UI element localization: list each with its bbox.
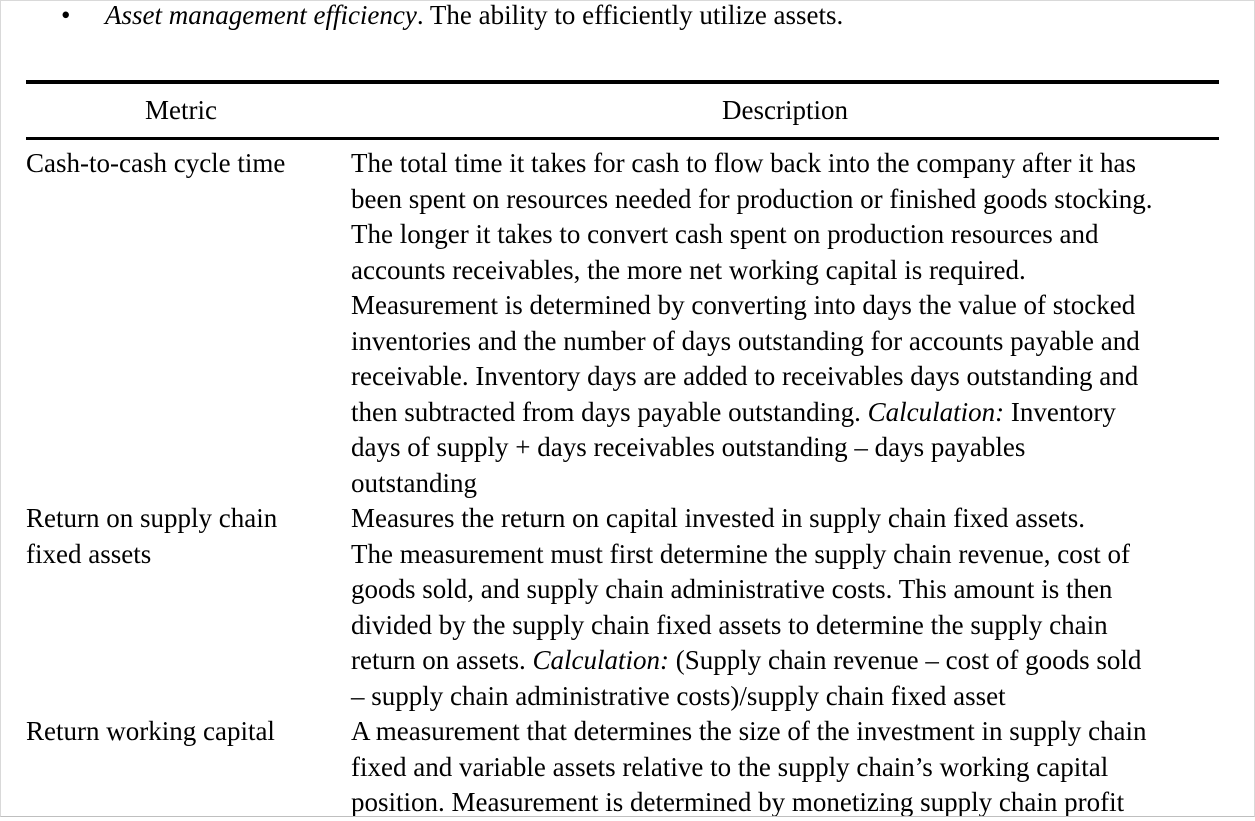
- row-metric: Cash-to-cash cycle time: [26, 148, 286, 178]
- metrics-table: [26, 80, 1219, 817]
- table-body: [26, 140, 1219, 817]
- table-header-row: [26, 84, 1219, 137]
- bullet-text: . The ability to efficiently utilize assets.: [416, 0, 844, 30]
- bullet-term: Asset management efficiency: [105, 0, 417, 30]
- bullet-paragraph: [61, 0, 843, 33]
- table-row: [26, 501, 1219, 714]
- calculation-text: Inventory days of supply + days receivables outstanding – days payables outstanding: [351, 396, 1116, 498]
- row-description: [351, 146, 1219, 501]
- description-text: The total time it takes for cash to flow back into the company after it has been spent on resources needed for production or finished goods stocking. The longer it takes to convert cash spent on production resources and accounts receivables, the more net working capital is required. Measurement is determined by converting into days the value of stocked inventories and the number of days outstanding for accounts payable and receivable. Inventory days are added to receivables days outstanding and then subtracted from days payable outstanding.: [351, 148, 1153, 427]
- row-description: [351, 501, 1219, 714]
- table-row: [26, 146, 1219, 501]
- table-row: [26, 714, 1219, 817]
- row-description: [351, 714, 1219, 817]
- bullet-symbol: •: [61, 0, 71, 30]
- description-text: A measurement that determines the size of the investment in supply chain fixed and variable assets relative to the supply chain’s working capital position. Measurement is determined by monetizing supply chain profit: [351, 716, 1147, 817]
- header-description: Description: [722, 95, 848, 125]
- calculation-text: (Supply chain revenue – cost of goods sold – supply chain administrative costs)/supply chain fixed asset: [351, 645, 1142, 711]
- calculation-label: Calculation:: [867, 396, 1005, 427]
- calculation-label: Calculation:: [532, 645, 669, 675]
- description-text: Measures the return on capital invested in supply chain fixed assets. The measurement must first determine the supply chain revenue, cost of goods sold, and supply chain administrative costs. This amount is then divided by the supply chain fixed assets to determine the supply chain return on assets.: [351, 503, 1131, 675]
- row-metric: Return on supply chain fixed assets: [26, 503, 278, 569]
- row-metric: Return working capital: [26, 716, 275, 746]
- header-metric: Metric: [145, 95, 217, 125]
